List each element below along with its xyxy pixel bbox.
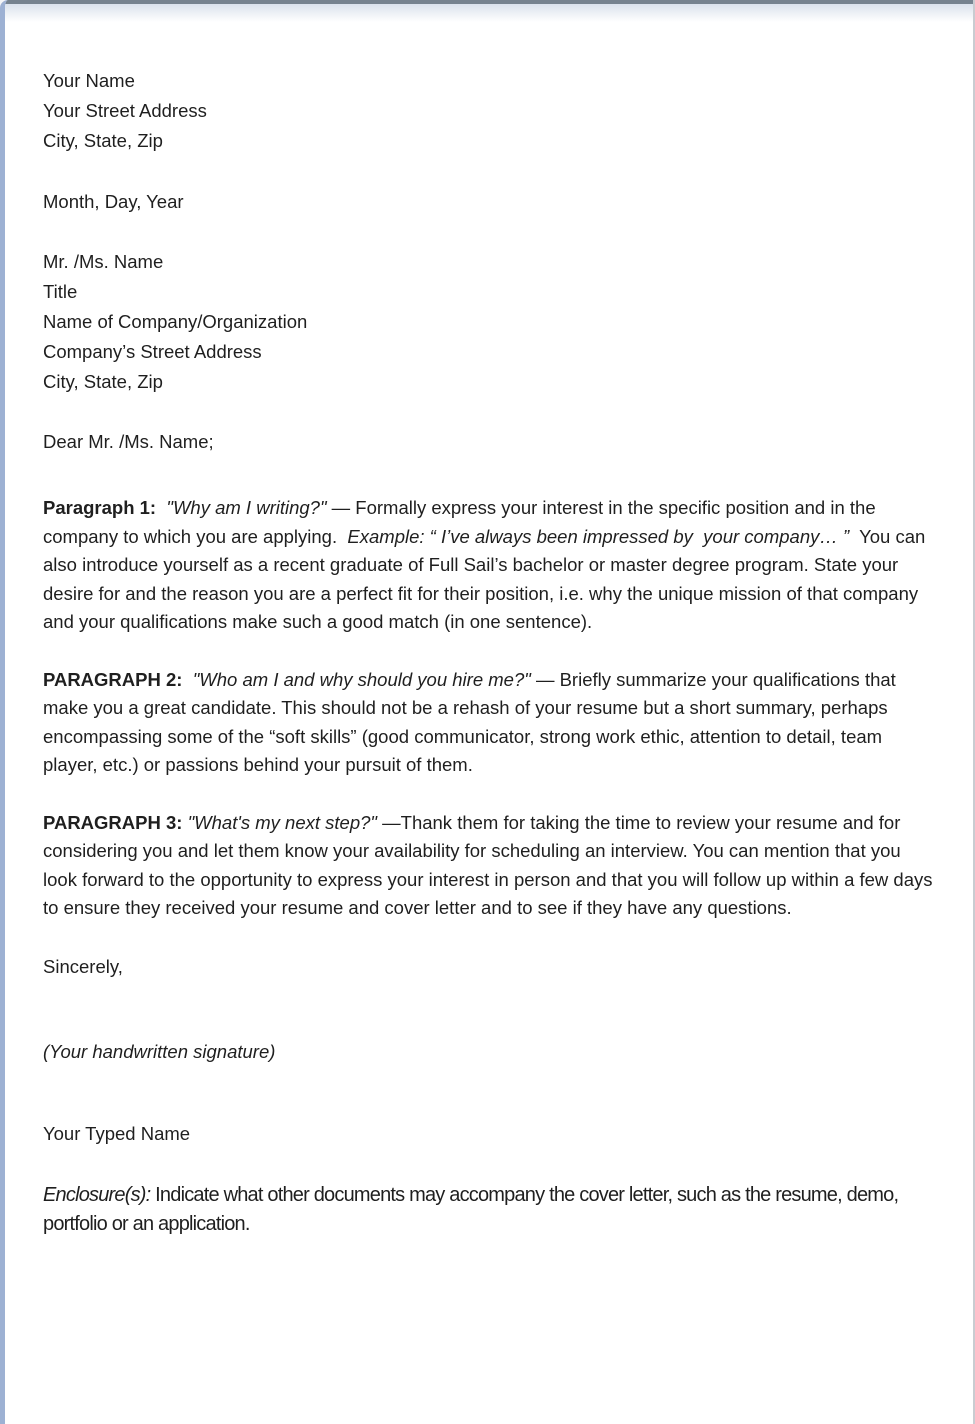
paragraph-label: PARAGRAPH 2: [43, 668, 183, 690]
address-line: Name of Company/Organization [43, 311, 308, 332]
italic-run: "What's my next step?" [187, 811, 377, 833]
salutation: Dear Mr. /Ms. Name; [43, 431, 214, 452]
text-run: — Briefly summarize your qualifications that make you a great candidate. This should not be a rehash of your resume but a short summary, perhaps encompassing some of the “soft skills” (good communicator, strong work ethic, attention to detail, team player, etc.) or passions behind your pursuit of them. [43, 668, 901, 775]
typed-name: Your Typed Name [43, 1122, 191, 1144]
text-run: You can also introduce yourself as a recent graduate of Full Sail’s bachelor or master degree program. State your desire for and the reason you are a perfect fit for their position, i.e. why the unique mission of that company and your qualifications make such a good match (in one sentence). [43, 525, 931, 632]
date-line: Month, Day, Year [43, 191, 184, 212]
address-line: Title [43, 281, 78, 302]
address-line: City, State, Zip [43, 130, 163, 151]
text-run [182, 669, 192, 690]
letter-content [5, 22, 973, 1239]
text-run: Indicate what other documents may accompany the cover letter, such as the resume, demo, portfolio or an application. [43, 1183, 903, 1235]
address-line: Your Street Address [43, 100, 207, 121]
paragraph-label: PARAGRAPH 3: [43, 811, 183, 833]
paragraph-label: Paragraph 1: [43, 497, 157, 518]
italic-run: Example: “ I’ve always been impressed by your company… ” [347, 525, 850, 547]
enclosure-note [43, 1181, 937, 1239]
paragraph-3 [43, 809, 937, 923]
text-run [156, 497, 166, 518]
page-top-gradient [5, 4, 973, 22]
italic-run: "Who am I and why should you hire me?" [192, 668, 531, 690]
recipient-address-block [43, 247, 937, 397]
address-line: City, State, Zip [43, 371, 163, 392]
paragraph-2 [43, 666, 937, 780]
italic-run: Enclosure(s): [43, 1183, 151, 1206]
paragraph-1 [43, 494, 937, 637]
address-line: Company’s Street Address [43, 341, 262, 362]
closing-line: Sincerely, [43, 955, 123, 977]
text-run: — Formally express your interest in the specific position and in the company to which you are applying. [43, 497, 881, 547]
italic-run: "Why am I writing?" [166, 497, 327, 518]
address-line: Mr. /Ms. Name [43, 251, 164, 272]
text-run: —Thank them for taking the time to review your resume and for considering you and let them know your availability for scheduling an interview. You can mention that you look forward to the opportunity to express your interest in person and that you will follow up within a few days to ensure they received your resume and cover letter and to see if they have any questions. [43, 811, 938, 918]
signature-placeholder: (Your handwritten signature) [43, 1040, 276, 1062]
sender-address-block [43, 66, 937, 156]
address-line: Your Name [43, 70, 135, 91]
